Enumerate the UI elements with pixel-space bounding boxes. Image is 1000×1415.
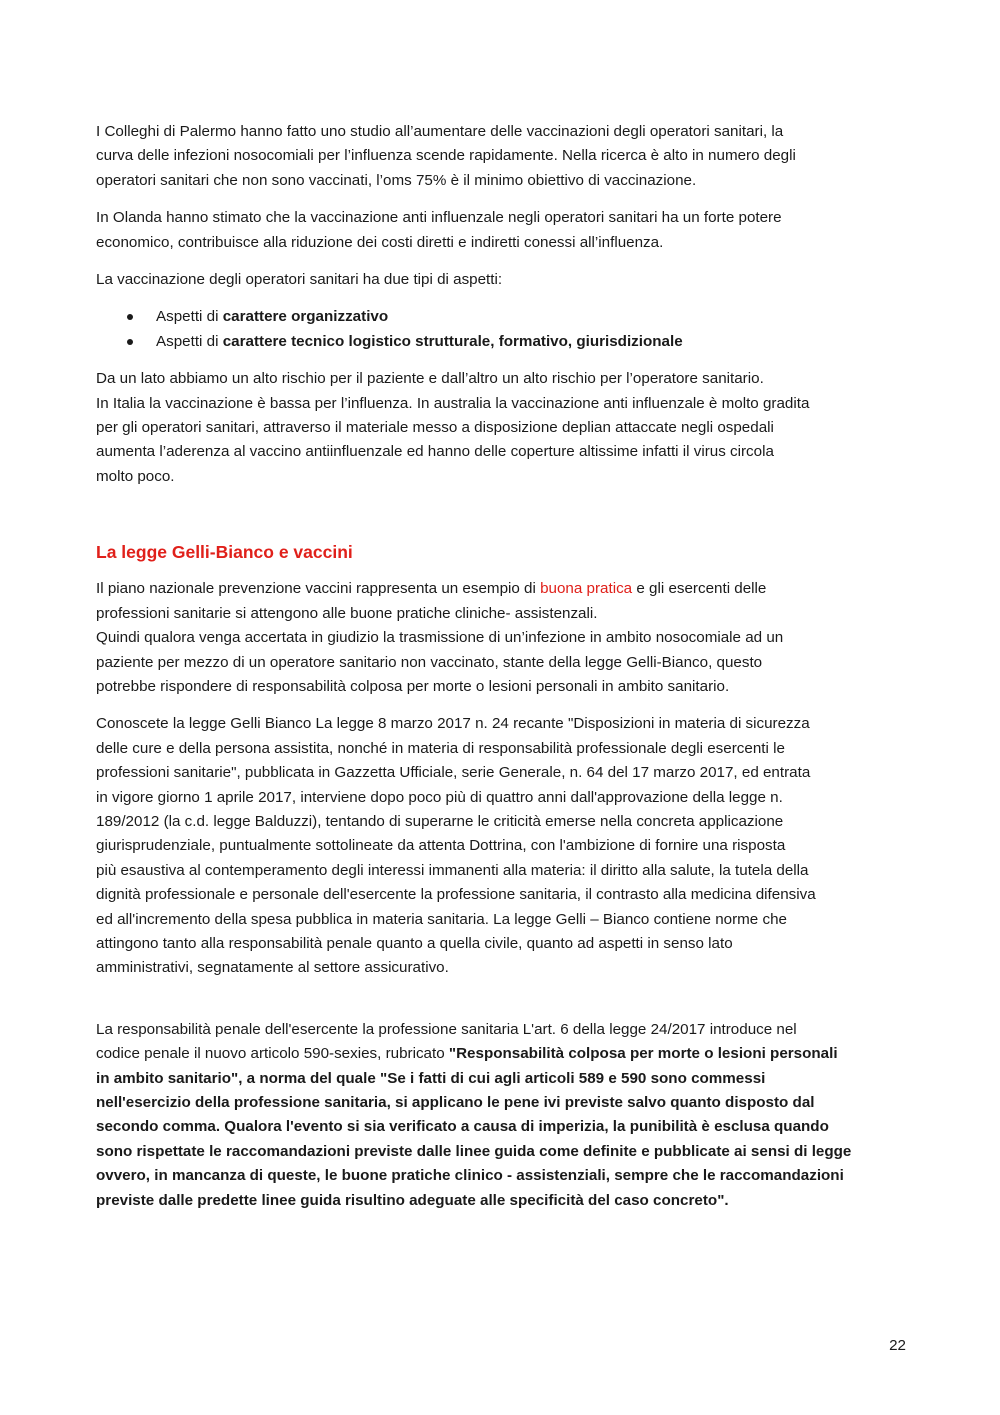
bullet-item: [96, 330, 908, 354]
text-line: Da un lato abbiamo un alto rischio per il paziente e dall’altro un alto rischio per l’operatore sanitario.: [96, 370, 764, 388]
text-line: delle cure e della persona assistita, nonché in materia di responsabilità professionale degli esercenti le: [96, 739, 785, 757]
bold-text-line: ovvero, in mancanza di queste, le buone pratiche clinico - assistenziali, sempre che le raccomandazioni: [96, 1167, 844, 1185]
text-line: La responsabilità penale dell'esercente la professione sanitaria L'art. 6 della legge 24/2017 introduce nel: [96, 1020, 797, 1038]
text-line: [96, 1042, 908, 1066]
bold-quote-start: "Responsabilità colposa per morte o lesioni personali: [448, 1045, 838, 1063]
bullet-bold-text: carattere tecnico logistico strutturale, formativo, giurisdizionale: [222, 332, 683, 350]
text-line: potrebbe rispondere di responsabilità colposa per morte o lesioni personali in ambito sanitario.: [96, 677, 730, 695]
text-line: amministrativi, segnatamente al settore assicurativo.: [96, 959, 449, 977]
aspects-bullet-list: [96, 305, 908, 354]
section-heading: La legge Gelli-Bianco e vaccini: [96, 542, 353, 563]
text-line: paziente per mezzo di un operatore sanitario non vaccinato, stante della legge Gelli-Bianco, questo: [96, 653, 763, 671]
text-line: molto poco.: [96, 467, 175, 485]
text-line: curva delle infezioni nosocomiali per l’influenza scende rapidamente. Nella ricerca è alto in numero degli: [96, 147, 796, 165]
blank-line: [96, 994, 908, 1018]
document-page: [96, 120, 908, 1226]
text-line: aumenta l’aderenza al vaccino antiinfluenzale ed hanno delle coperture altissime infatti il virus circola: [96, 443, 774, 461]
paragraph-olanda: [96, 206, 908, 255]
bold-text-line: previste dalle predette linee guida risultino adeguate alle specificità del caso concreto".: [96, 1191, 729, 1209]
text-fragment: e gli esercenti delle: [632, 580, 767, 598]
text-fragment: Il piano nazionale prevenzione vaccini rappresenta un esempio di: [96, 580, 541, 598]
text-line: per gli operatori sanitari, attraverso il materiale messo a disposizione deplian attaccate negli ospedali: [96, 419, 774, 437]
text-line: [96, 577, 908, 601]
text-line: giurisprudenziale, puntualmente sottolineate da attenta Dottrina, con l'ambizione di fornire una risposta: [96, 837, 786, 855]
bold-text-line: in ambito sanitario", a norma del quale "Se i fatti di cui agli articoli 589 e 590 sono commessi: [96, 1069, 766, 1087]
text-line: economico, contribuisce alla riduzione dei costi diretti e indiretti conessi all’influenza.: [96, 233, 664, 251]
text-line: In Olanda hanno stimato che la vaccinazione anti influenzale negli operatori sanitari ha un forte potere: [96, 209, 782, 227]
bold-text-line: sono rispettate le raccomandazioni previste dalle linee guida come definite e pubblicate ai sensi di legge: [96, 1142, 852, 1160]
paragraph-aspects-intro: [96, 268, 908, 292]
text-line: I Colleghi di Palermo hanno fatto uno studio all’aumentare delle vaccinazioni degli operatori sanitari, la: [96, 123, 784, 140]
buona-pratica-highlight: buona pratica: [540, 580, 633, 598]
bullet-bold-text: carattere organizzativo: [222, 308, 389, 326]
bold-text-line: secondo comma. Qualora l'evento si sia verificato a causa di imperizia, la punibilità è esclusa quando: [96, 1118, 829, 1136]
text-line: più esaustiva al contemperamento degli interessi immanenti alla materia: il diritto alla salute, la tutela della: [96, 861, 809, 879]
text-line: attingono tanto alla responsabilità penale quanto a quella civile, quanto ad aspetti in senso lato: [96, 934, 733, 952]
bullet-item: [96, 305, 908, 329]
text-fragment: codice penale il nuovo articolo 590-sexies, rubricato: [96, 1045, 449, 1063]
text-line: La vaccinazione degli operatori sanitari ha due tipi di aspetti:: [96, 271, 503, 289]
text-line: in vigore giorno 1 aprile 2017, interviene dopo poco più di quattro anni dall'approvazione della legge n.: [96, 788, 783, 806]
text-line: 189/2012 (la c.d. legge Balduzzi), tentando di superarne le criticità emerse nella concreta applicazione: [96, 812, 784, 830]
paragraph-risk-italy-australia: [96, 367, 908, 489]
text-line: operatori sanitari che non sono vaccinati, l’oms 75% è il minimo obiettivo di vaccinazione.: [96, 171, 697, 189]
page-number: 22: [889, 1337, 906, 1354]
paragraph-piano-nazionale: [96, 577, 908, 699]
text-line: professioni sanitarie si attengono alle buone pratiche cliniche- assistenzali.: [96, 604, 598, 622]
bullet-prefix: Aspetti di: [156, 332, 223, 350]
text-line: Conoscete la legge Gelli Bianco La legge 8 marzo 2017 n. 24 recante "Disposizioni in materia di sicurezza: [96, 715, 810, 733]
text-line: Quindi qualora venga accertata in giudizio la trasmissione di un’infezione in ambito nosocomiale ad un: [96, 629, 784, 647]
bold-text-line: nell'esercizio della professione sanitaria, si applicano le pene ivi previste salvo quanto disposto dal: [96, 1094, 815, 1111]
bullet-prefix: Aspetti di: [156, 308, 223, 326]
paragraph-responsabilita-penale: [96, 1018, 908, 1213]
paragraph-palermo-study: [96, 120, 908, 193]
text-line: dignità professionale e personale dell'esercente la professione sanitaria, il contrasto alla medicina difensiva: [96, 886, 816, 904]
text-line: In Italia la vaccinazione è bassa per l’influenza. In australia la vaccinazione anti influenzale è molto gradita: [96, 394, 810, 412]
paragraph-legge-gelli-bianco: [96, 712, 908, 980]
text-line: professioni sanitarie", pubblicata in Gazzetta Ufficiale, serie Generale, n. 64 del 17 marzo 2017, ed entrata: [96, 764, 811, 782]
text-line: ed all'incremento della spesa pubblica in materia sanitaria. La legge Gelli – Bianco contiene norme che: [96, 910, 787, 928]
